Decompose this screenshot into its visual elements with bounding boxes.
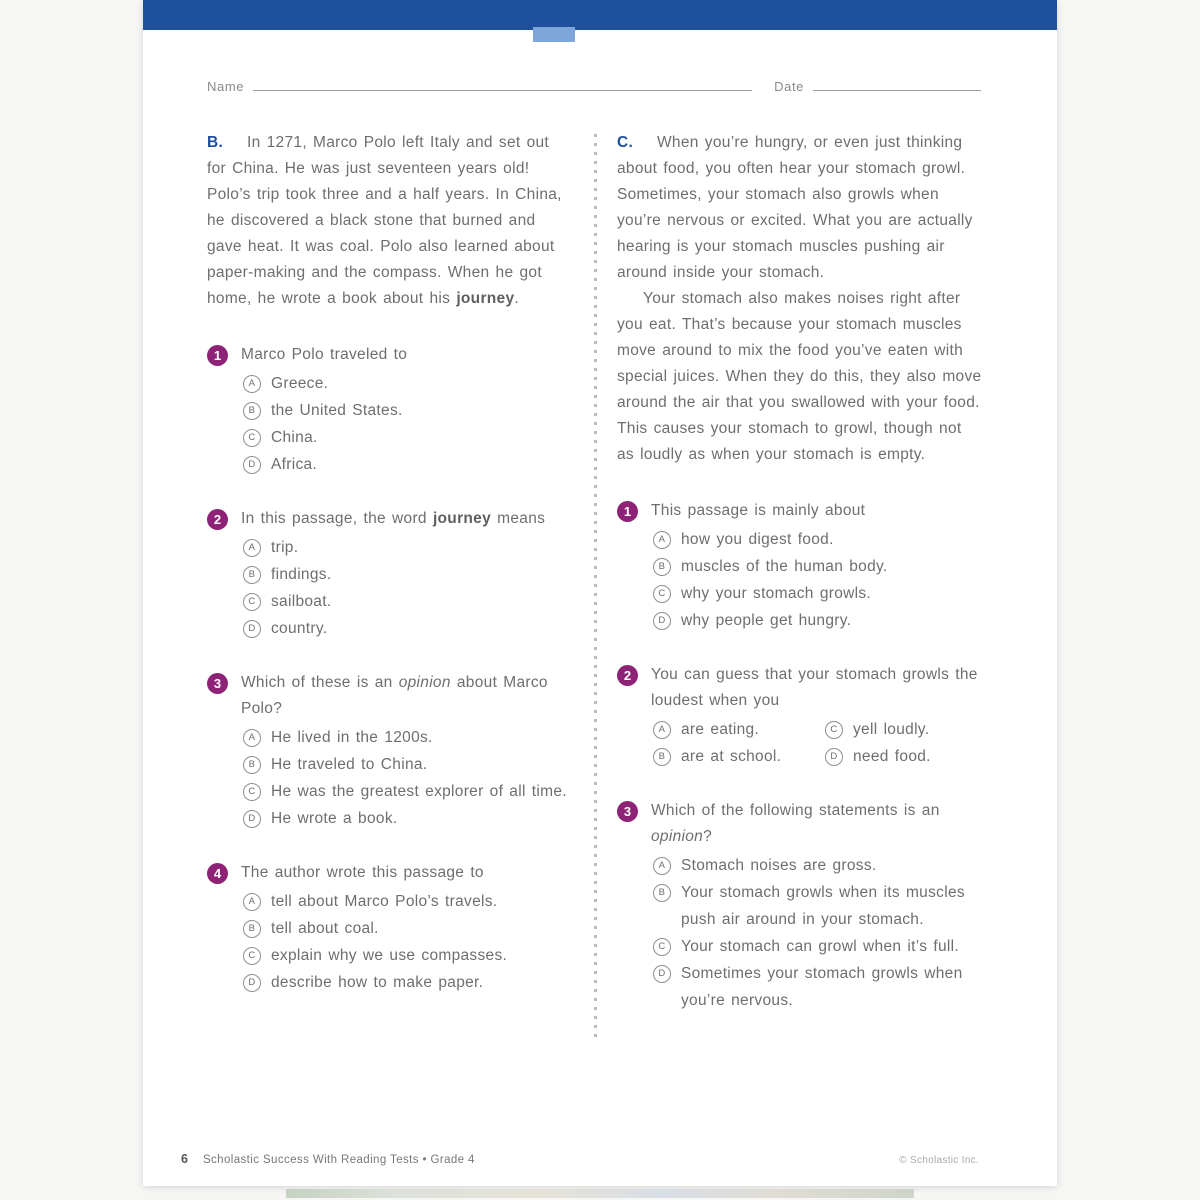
text-segment: Marco Polo traveled to bbox=[241, 346, 408, 363]
answer-option-d bbox=[241, 451, 572, 478]
question-number-badge: 2 bbox=[207, 509, 228, 530]
text-segment: ? bbox=[703, 828, 713, 845]
option-letter-badge: A bbox=[243, 375, 261, 393]
question-stem bbox=[651, 662, 982, 714]
answer-option-d bbox=[241, 805, 572, 832]
option-letter-badge: C bbox=[653, 938, 671, 956]
answer-option-a bbox=[241, 724, 572, 751]
option-text: muscles of the human body. bbox=[681, 558, 888, 575]
worksheet-page bbox=[143, 0, 1057, 1186]
answer-option-c bbox=[241, 778, 572, 805]
option-letter-badge: A bbox=[243, 729, 261, 747]
options-list bbox=[241, 888, 572, 996]
option-text: why your stomach growls. bbox=[681, 585, 872, 602]
text-segment: . bbox=[514, 290, 520, 307]
content-area bbox=[143, 130, 1057, 1042]
answer-option-c bbox=[241, 424, 572, 451]
option-letter-badge: B bbox=[243, 920, 261, 938]
italic-term: opinion bbox=[398, 674, 451, 691]
questions bbox=[207, 342, 572, 996]
option-text: Sometimes your stomach growls when you’re nervous. bbox=[681, 965, 963, 1009]
answer-option-d bbox=[651, 960, 982, 1014]
options-list bbox=[241, 370, 572, 478]
right-column bbox=[617, 130, 982, 1042]
passage bbox=[617, 130, 982, 468]
left-column bbox=[207, 130, 572, 1042]
passage-paragraph bbox=[617, 130, 982, 286]
option-letter-badge: D bbox=[243, 456, 261, 474]
passage-letter-label: C. bbox=[617, 134, 634, 151]
option-letter-badge: B bbox=[653, 884, 671, 902]
option-text: findings. bbox=[271, 566, 332, 583]
question-number-badge: 2 bbox=[617, 665, 638, 686]
italic-term: opinion bbox=[651, 828, 704, 845]
header-bar bbox=[143, 0, 1057, 30]
date-blank-line bbox=[813, 90, 981, 91]
text-segment: In this passage, the word bbox=[241, 510, 433, 527]
name-blank-line bbox=[253, 90, 752, 91]
option-letter-badge: C bbox=[653, 585, 671, 603]
passage-paragraph bbox=[207, 130, 572, 312]
question-stem bbox=[241, 342, 572, 368]
option-letter-badge: D bbox=[653, 612, 671, 630]
text-segment: This passage is mainly about bbox=[651, 502, 866, 519]
options-list bbox=[241, 724, 572, 832]
question-body bbox=[241, 670, 572, 832]
answer-option-b bbox=[241, 561, 572, 588]
option-text: why people get hungry. bbox=[681, 612, 852, 629]
text-segment: Which of the following statements is an bbox=[651, 802, 940, 819]
option-letter-badge: D bbox=[243, 620, 261, 638]
option-text: tell about coal. bbox=[271, 920, 379, 937]
option-letter-badge: B bbox=[653, 558, 671, 576]
question-stem bbox=[651, 498, 982, 524]
answer-option-b bbox=[651, 743, 823, 770]
option-text: Your stomach growls when its muscles push air around in your stomach. bbox=[681, 884, 965, 928]
options-list bbox=[651, 852, 982, 1014]
answer-option-d bbox=[241, 969, 572, 996]
option-letter-badge: C bbox=[243, 947, 261, 965]
answer-option-d bbox=[241, 615, 572, 642]
option-text: Africa. bbox=[271, 456, 318, 473]
question-body bbox=[651, 662, 982, 770]
question-stem bbox=[241, 860, 572, 886]
option-letter-badge: B bbox=[653, 748, 671, 766]
answer-option-b bbox=[241, 751, 572, 778]
column-divider bbox=[594, 134, 597, 1042]
options-list bbox=[651, 716, 982, 770]
answer-option-c bbox=[823, 716, 982, 743]
answer-option-c bbox=[241, 588, 572, 615]
answer-option-b bbox=[241, 397, 572, 424]
option-text: are eating. bbox=[681, 721, 760, 738]
question-1 bbox=[207, 342, 572, 478]
page-number: 6 bbox=[181, 1152, 188, 1166]
question-body bbox=[241, 506, 572, 642]
question-2 bbox=[617, 662, 982, 770]
question-number-badge: 1 bbox=[617, 501, 638, 522]
bold-term: journey bbox=[456, 290, 515, 307]
option-text: how you digest food. bbox=[681, 531, 834, 548]
options-list bbox=[651, 526, 982, 634]
question-number-badge: 3 bbox=[617, 801, 638, 822]
answer-option-a bbox=[241, 534, 572, 561]
answer-option-a bbox=[651, 526, 982, 553]
text-segment: When you’re hungry, or even just thinking about food, you often hear your stomach growl. Sometimes, your stomach also growls when you’re nervous or excited. What you are actually hearing is your stomach muscles pushing air around inside your stomach. bbox=[617, 134, 973, 281]
option-letter-badge: A bbox=[653, 857, 671, 875]
question-stem bbox=[241, 670, 572, 722]
question-3 bbox=[207, 670, 572, 832]
answer-option-c bbox=[651, 580, 982, 607]
question-3 bbox=[617, 798, 982, 1014]
question-body bbox=[651, 798, 982, 1014]
option-text: He traveled to China. bbox=[271, 756, 428, 773]
option-letter-badge: D bbox=[825, 748, 843, 766]
option-text: country. bbox=[271, 620, 328, 637]
question-number-badge: 1 bbox=[207, 345, 228, 366]
answer-option-a bbox=[651, 716, 823, 743]
text-segment: The author wrote this passage to bbox=[241, 864, 484, 881]
answer-option-d bbox=[651, 607, 982, 634]
option-text: describe how to make paper. bbox=[271, 974, 484, 991]
name-label: Name bbox=[207, 79, 245, 94]
name-date-row bbox=[143, 80, 1057, 94]
option-text: are at school. bbox=[681, 748, 782, 765]
text-segment: In 1271, Marco Polo left Italy and set out for China. He was just seventeen years old! Polo’s trip took three and a half years. In China, he discovered a black stone that burned and gave heat. It was coal. Polo also learned about paper-making and the compass. When he got home, he wrote a book about his bbox=[207, 134, 562, 307]
passage-letter-label: B. bbox=[207, 134, 224, 151]
option-text: need food. bbox=[853, 748, 931, 765]
next-page-edge bbox=[286, 1189, 914, 1198]
footer-copyright: © Scholastic Inc. bbox=[899, 1155, 979, 1166]
question-body bbox=[241, 860, 572, 996]
options-list bbox=[241, 534, 572, 642]
option-text: tell about Marco Polo’s travels. bbox=[271, 893, 498, 910]
option-letter-badge: B bbox=[243, 756, 261, 774]
question-stem bbox=[241, 506, 572, 532]
answer-option-c bbox=[651, 933, 982, 960]
passage-paragraph bbox=[617, 286, 982, 468]
option-letter-badge: B bbox=[243, 566, 261, 584]
answer-option-a bbox=[241, 888, 572, 915]
option-text: He was the greatest explorer of all time. bbox=[271, 783, 567, 800]
option-letter-badge: D bbox=[653, 965, 671, 983]
question-1 bbox=[617, 498, 982, 634]
text-segment: Your stomach also makes noises right after you eat. That’s because your stomach muscles move around to mix the food you’ve eaten with special juices. When they do this, they also move around the air that you swallowed with your food. This causes your stomach to growl, though not as loudly as when your stomach is empty. bbox=[617, 290, 982, 463]
date-label: Date bbox=[774, 79, 804, 94]
option-letter-badge: A bbox=[653, 721, 671, 739]
question-number-badge: 3 bbox=[207, 673, 228, 694]
questions bbox=[617, 498, 982, 1014]
option-letter-badge: B bbox=[243, 402, 261, 420]
page-footer bbox=[181, 1152, 979, 1166]
question-body bbox=[241, 342, 572, 478]
option-text: Greece. bbox=[271, 375, 329, 392]
option-text: sailboat. bbox=[271, 593, 332, 610]
bold-term: journey bbox=[432, 510, 492, 527]
option-text: He lived in the 1200s. bbox=[271, 729, 433, 746]
option-letter-badge: C bbox=[243, 783, 261, 801]
answer-option-c bbox=[241, 942, 572, 969]
question-2 bbox=[207, 506, 572, 642]
answer-option-a bbox=[241, 370, 572, 397]
option-text: Stomach noises are gross. bbox=[681, 857, 877, 874]
option-letter-badge: C bbox=[243, 593, 261, 611]
question-4 bbox=[207, 860, 572, 996]
option-text: the United States. bbox=[271, 402, 403, 419]
option-letter-badge: D bbox=[243, 810, 261, 828]
header-accent-tab bbox=[533, 27, 575, 42]
answer-option-a bbox=[651, 852, 982, 879]
answer-option-d bbox=[823, 743, 982, 770]
text-segment: You can guess that your stomach growls the loudest when you bbox=[651, 666, 978, 709]
option-letter-badge: D bbox=[243, 974, 261, 992]
option-text: explain why we use compasses. bbox=[271, 947, 508, 964]
option-letter-badge: C bbox=[243, 429, 261, 447]
option-text: trip. bbox=[271, 539, 299, 556]
answer-option-b bbox=[651, 553, 982, 580]
text-segment: means bbox=[491, 510, 546, 527]
answer-option-b bbox=[651, 879, 982, 933]
option-text: yell loudly. bbox=[853, 721, 930, 738]
option-text: China. bbox=[271, 429, 318, 446]
option-letter-badge: A bbox=[653, 531, 671, 549]
footer-series-title: Scholastic Success With Reading Tests • Grade 4 bbox=[202, 1154, 475, 1166]
option-letter-badge: A bbox=[243, 893, 261, 911]
text-segment: about Marco Polo? bbox=[241, 674, 548, 717]
text-segment: Which of these is an bbox=[241, 674, 399, 691]
option-text: Your stomach can growl when it’s full. bbox=[681, 938, 960, 955]
passage bbox=[207, 130, 572, 312]
question-body bbox=[651, 498, 982, 634]
question-stem bbox=[651, 798, 982, 850]
option-text: He wrote a book. bbox=[271, 810, 398, 827]
answer-option-b bbox=[241, 915, 572, 942]
question-number-badge: 4 bbox=[207, 863, 228, 884]
option-letter-badge: A bbox=[243, 539, 261, 557]
option-letter-badge: C bbox=[825, 721, 843, 739]
